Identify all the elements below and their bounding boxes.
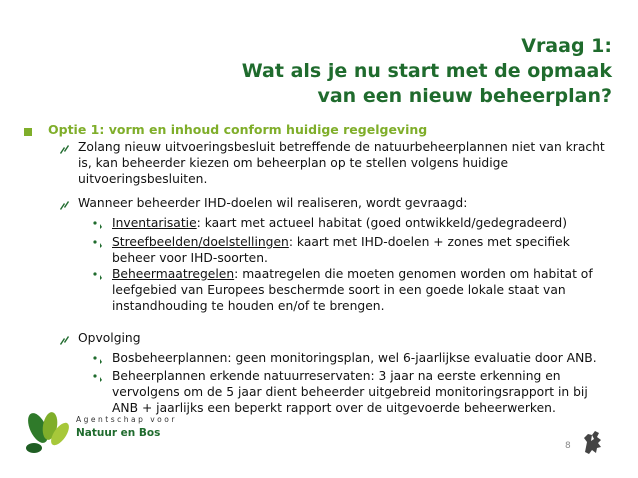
- leaf-bullet-icon: [58, 143, 70, 155]
- leaves-logo-icon: [24, 408, 74, 456]
- term-beheermaatregelen: Beheermaatregelen: [112, 267, 235, 281]
- dot-bullet-icon: [92, 355, 104, 365]
- item-natuurreservaten-3: ANB + jaarlijks een beperkt rapport over de uitgevoerde beheerwerken.: [112, 401, 556, 415]
- logo-text-name: Natuur en Bos: [76, 427, 161, 439]
- item-bosbeheerplannen: Bosbeheerplannen: geen monitoringsplan, wel 6-jaarlijkse evaluatie door ANB.: [112, 351, 597, 365]
- item-natuurreservaten-2: vervolgens om de 5 jaar dient beheerder uitgebreid monitoringsrapport in bij: [112, 385, 588, 399]
- item-beheermaatregelen-rest: : maatregelen die moeten genomen worden om habitat of: [234, 267, 593, 281]
- item-natuurreservaten-1: Beheerplannen erkende natuurreservaten: 3 jaar na eerste erkenning en: [112, 369, 561, 383]
- item-beheermaatregelen-cont-1: leefgebied van Europees beschermde soort in een goede lokale staat van: [112, 283, 566, 297]
- term-inventarisatie: Inventarisatie: [112, 216, 197, 230]
- item-streefbeelden-rest: : kaart met IHD-doelen + zones met specifiek: [288, 235, 570, 249]
- item-inventarisatie-rest: : kaart met actueel habitat (goed ontwikkeld/gedegradeerd): [196, 216, 568, 230]
- dot-bullet-icon: [92, 271, 104, 281]
- title-line-3: van een nieuw beheerplan?: [317, 85, 612, 107]
- dot-bullet-icon: [92, 220, 104, 230]
- item-inventarisatie: [112, 215, 567, 232]
- leaf-bullet-icon: [58, 334, 70, 346]
- agency-logo: [24, 408, 184, 456]
- square-bullet-icon: [24, 128, 32, 136]
- sub1-line-3: uitvoeringsbesluiten.: [78, 172, 208, 186]
- item-streefbeelden-cont: beheer voor IHD-soorten.: [112, 251, 268, 265]
- title-line-2: Wat als je nu start met de opmaak: [241, 60, 612, 82]
- dot-bullet-icon: [92, 239, 104, 249]
- leaf-bullet-icon: [58, 199, 70, 211]
- flemish-lion-icon: [580, 428, 606, 456]
- sub2-heading: Wanneer beheerder IHD-doelen wil realiseren, wordt gevraagd:: [78, 196, 468, 210]
- item-beheermaatregelen: [112, 266, 593, 283]
- sub3-heading: Opvolging: [78, 331, 141, 345]
- option-heading: Optie 1: vorm en inhoud conform huidige regelgeving: [48, 122, 428, 137]
- item-beheermaatregelen-cont-2: instandhouding te houden en/of te brengen.: [112, 299, 385, 313]
- item-streefbeelden: [112, 234, 570, 251]
- sub1-line-1: Zolang nieuw uitvoeringsbesluit betreffende de natuurbeheerplannen niet van kracht: [78, 140, 605, 154]
- term-streefbeelden: Streefbeelden/doelstellingen: [112, 235, 289, 249]
- sub1-line-2: is, kan beheerder kiezen om beheerplan op te stellen volgens huidige: [78, 156, 509, 170]
- logo-text-agency: Agentschap voor: [76, 415, 177, 424]
- page-number: 8: [565, 441, 571, 451]
- title-line-1: Vraag 1:: [521, 35, 612, 57]
- dot-bullet-icon: [92, 373, 104, 383]
